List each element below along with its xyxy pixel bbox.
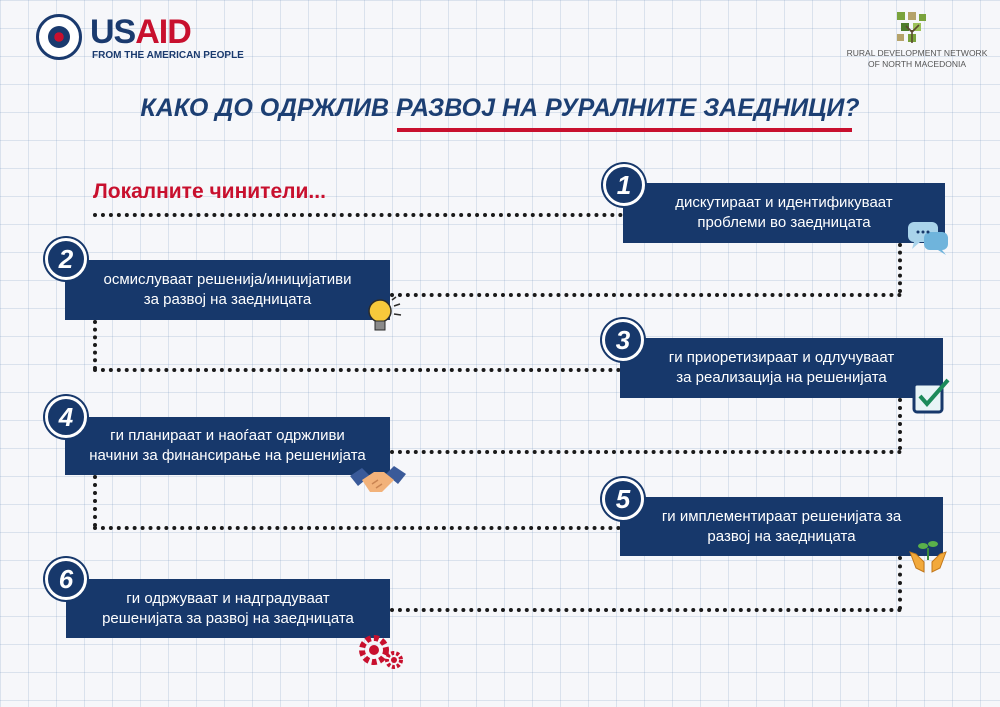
usaid-logo: [90, 14, 191, 50]
step-6-line1: ги одржуваат и надградуваат: [126, 589, 330, 607]
connector-line: [93, 475, 97, 527]
page-title: КАКО ДО ОДРЖЛИВ РАЗВОЈ НА РУРАЛНИТЕ ЗАЕДНИЦИ?: [140, 94, 860, 122]
step-1-box: [623, 183, 945, 243]
connector-line: [93, 368, 621, 372]
usaid-seal-logo: [36, 14, 82, 60]
step-3-number: 3: [602, 319, 644, 361]
step-4-box: [65, 417, 390, 475]
step-1-number: 1: [603, 164, 645, 206]
connector-line: [390, 608, 902, 612]
rdn-leaf-logo: [895, 10, 929, 44]
step-4-number: 4: [45, 396, 87, 438]
step-3-line2: за реализација на решенијата: [676, 369, 887, 386]
usaid-tagline: FROM THE AMERICAN PEOPLE: [92, 50, 244, 61]
step-3-box: [620, 338, 943, 398]
step-2-line2: за развој на заедницата: [143, 291, 312, 308]
step-1-line1: дискутираат и идентификуваат: [675, 194, 893, 211]
checkbox-icon: [908, 376, 952, 416]
step-6-line2: решенијата за развој на заедницата: [102, 609, 354, 627]
connector-line: [898, 398, 902, 450]
step-5-line2: развој на заедницата: [707, 527, 856, 545]
chat-bubbles-icon: [906, 218, 950, 258]
connector-line: [898, 243, 902, 293]
step-1-line2: проблеми во заедницата: [697, 214, 871, 231]
step-5-box: [620, 497, 943, 556]
step-4-line2: начини за финансирање на решенијата: [89, 447, 366, 464]
step-2-number: 2: [45, 238, 87, 280]
rdn-text-line2: OF NORTH MACEDONIA: [867, 59, 967, 69]
rdn-text: [842, 48, 992, 70]
title-underline: [397, 128, 852, 132]
connector-line: [93, 526, 621, 530]
connector-line: [390, 293, 902, 297]
usaid-logo-us: US: [90, 13, 136, 51]
step-6-number: 6: [45, 558, 87, 600]
step-5-number: 5: [602, 478, 644, 520]
connector-line: [93, 320, 97, 370]
step-6-box: [66, 579, 390, 638]
step-2-line1: осмислуваат решенија/иницијативи: [103, 271, 352, 288]
lightbulb-icon: [360, 296, 404, 336]
hands-plant-icon: [906, 536, 950, 576]
rdn-text-line1: RURAL DEVELOPMENT NETWORK: [846, 48, 988, 58]
handshake-icon: [348, 462, 408, 502]
step-4-line1: ги планираат и наоѓаат одржливи: [110, 427, 345, 444]
connector-line: [390, 450, 902, 454]
gears-icon: [356, 630, 406, 672]
step-2-box: [65, 260, 390, 320]
step-5-line1: ги имплементираат решенијата за: [661, 507, 902, 525]
usaid-logo-aid: AID: [135, 13, 191, 51]
connector-line: [898, 556, 902, 610]
step-3-line1: ги приоретизираат и одлучуваат: [668, 349, 895, 366]
subtitle: Локалните чинители...: [93, 180, 326, 203]
connector-line: [93, 213, 623, 217]
